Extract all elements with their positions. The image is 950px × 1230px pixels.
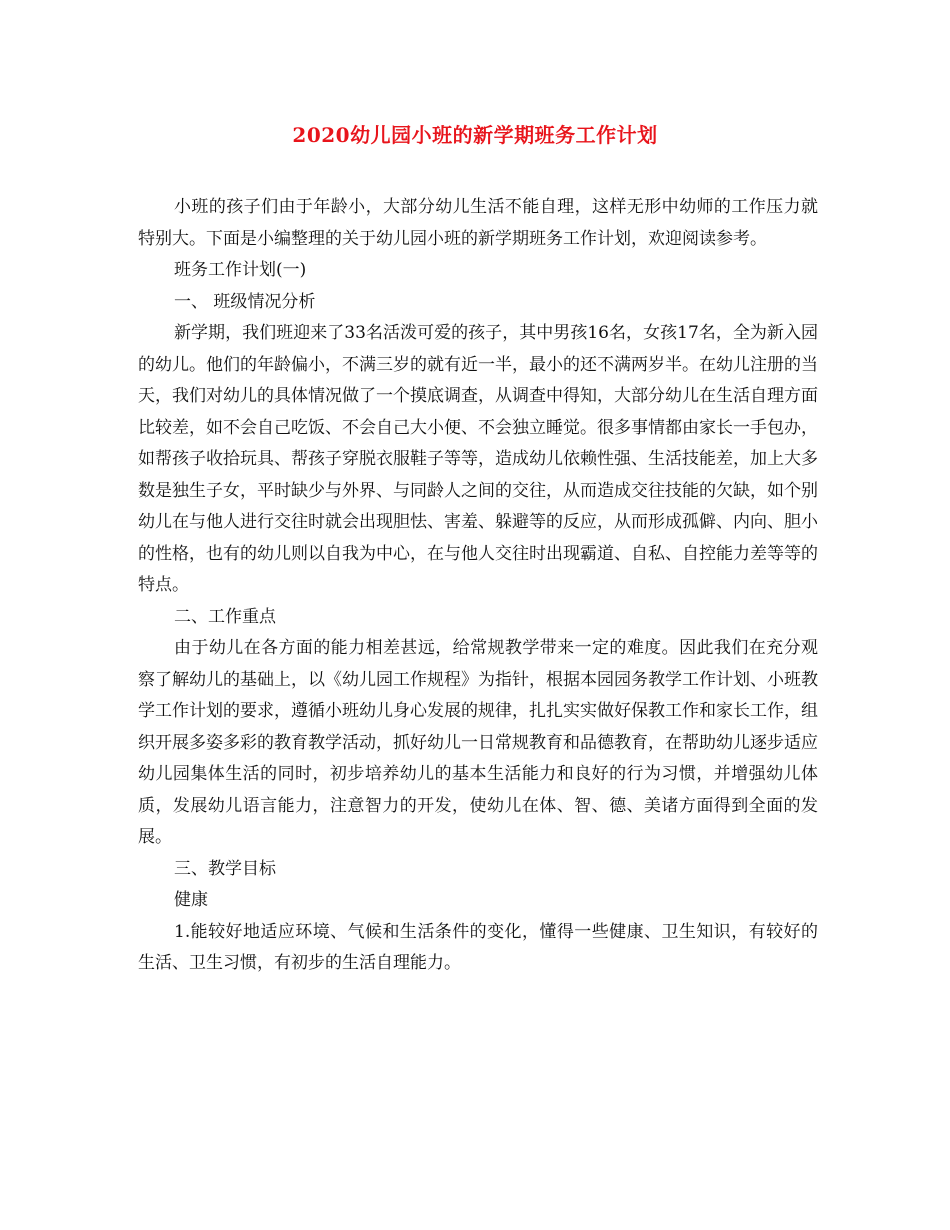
section-heading-class-analysis: 一、 班级情况分析 bbox=[174, 291, 316, 312]
plan-heading: 班务工作计划(一) bbox=[174, 260, 307, 280]
class-analysis-paragraph: 新学期，我们班迎来了33名活泼可爱的孩子，其中男孩16名，女孩17名，全为新入园的幼儿。他们的年龄偏小，不满三岁的就有近一半，最小的还不满两岁半。在幼儿注册的当天，我们对幼儿的具体情况做了一个摸底调查，从调查中得知，大部分幼儿在生活自理方面比较差，如不会自己吃饭、不会自己大小便、不会独立睡觉。很多事情都由家长一手包办，如帮孩子收拾玩具、帮孩子穿脱衣服鞋子等等，造成幼儿依赖性强、生活技能差，加上大多数是独生子女，平时缺少与外界、与同龄人之间的交往，从而造成交往技能的欠缺，如个别幼儿在与他人进行交往时就会出现胆怯、害羞、躲避等的反应，从而形成孤僻、内向、胆小的性格，也有的幼儿则以自我为中心，在与他人交往时出现霸道、自私、自控能力差等等的特点。 bbox=[138, 323, 818, 595]
section-heading-teaching-goals: 三、教学目标 bbox=[174, 858, 276, 879]
subheading-health: 健康 bbox=[174, 890, 208, 910]
work-focus-paragraph: 由于幼儿在各方面的能力相差甚远，给常规教学带来一定的难度。因此我们在充分观察了解幼儿的基础上，以《幼儿园工作规程》为指针，根据本园园务教学工作计划、小班教学工作计划的要求，遵循小班幼儿身心发展的规律，扎扎实实做好保教工作和家长工作，组织开展多姿多彩的教育教学活动，抓好幼儿一日常规教育和品德教育，在帮助幼儿逐步适应幼儿园集体生活的同时，初步培养幼儿的基本生活能力和良好的行为习惯，并增强幼儿体质，发展幼儿语言能力，注意智力的开发，使幼儿在体、智、德、美诸方面得到全面的发展。 bbox=[138, 638, 818, 847]
section-heading-work-focus: 二、工作重点 bbox=[174, 606, 276, 627]
document-title: 2020幼儿园小班的新学期班务工作计划 bbox=[292, 123, 658, 147]
health-goal-paragraph: 1.能较好地适应环境、气候和生活条件的变化，懂得一些健康、卫生知识，有较好的生活、卫生习惯，有初步的生活自理能力。 bbox=[138, 921, 818, 973]
intro-paragraph: 小班的孩子们由于年龄小，大部分幼儿生活不能自理，这样无形中幼师的工作压力就特别大。下面是小编整理的关于幼儿园小班的新学期班务工作计划，欢迎阅读参考。 bbox=[138, 197, 818, 249]
document-body bbox=[138, 192, 818, 980]
